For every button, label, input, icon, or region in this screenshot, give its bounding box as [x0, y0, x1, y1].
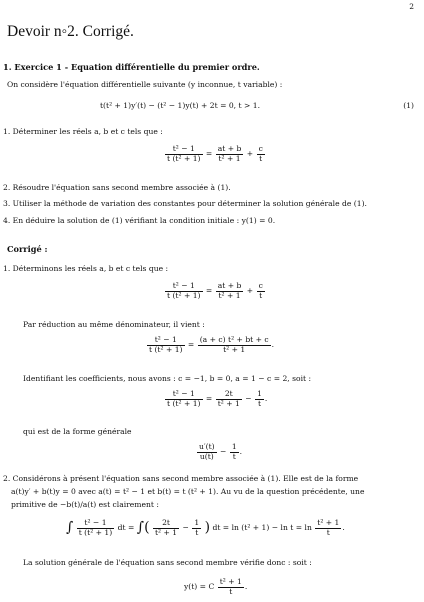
fraction-denominator: t² + 1: [217, 398, 240, 408]
fraction-denominator: t² + 1: [218, 153, 241, 163]
corrige-2-line-2: a(t)y′ + b(t)y = 0 avec a(t) = t² − 1 et b(t) = t (t² + 1). Au vu de la question précédente, une: [11, 487, 365, 496]
fraction-denominator: t² + 1: [154, 527, 178, 537]
fraction-numerator: t² + 1: [219, 577, 242, 586]
corrige-1-identify: Identifiant les coefficients, nous avons : c = −1, b = 0, a = 1 − c = 2, soit :: [23, 374, 312, 383]
fraction-denominator: t: [257, 398, 262, 408]
fraction-denominator: t: [232, 451, 236, 461]
exercise-heading: 1. Exercice 1 - Equation différentielle du premier ordre.: [3, 62, 260, 72]
operator: +: [246, 149, 254, 159]
integral-sign: ∫: [66, 519, 74, 536]
differential: dt =: [117, 523, 135, 533]
fraction-denominator: t: [195, 527, 199, 537]
fraction-denominator: t: [259, 290, 263, 300]
equation-text: dt = ln (t² + 1) − ln t = ln: [212, 523, 312, 533]
intro-text: On considère l'équation différentielle suivante (y inconnue, t variable) :: [7, 80, 283, 89]
corrige-2-equation: [66, 519, 345, 537]
corrige-1-equation: $\frac{\text{t² − 1}}{\text{t (t² + 1)}}$ = $\frac{at + b}{\text{t² + 1}}$ + $\frac{c}{t}$: [167, 281, 263, 300]
fraction-numerator: u′(t): [199, 442, 215, 451]
question-1: 1. Déterminer les réels a, b et c tels que :: [3, 127, 163, 136]
fraction-numerator: 2t: [216, 390, 242, 400]
corrige-1-intro: 1. Déterminons les réels a, b et c tels que :: [3, 264, 169, 273]
fraction-denominator: t (t² + 1): [78, 527, 113, 537]
corrige-heading: Corrigé :: [7, 244, 48, 254]
equation-end: .: [342, 523, 345, 533]
operator: −: [182, 523, 189, 533]
left-paren: (: [144, 519, 150, 536]
fraction-denominator: t (t² + 1): [167, 153, 201, 163]
fraction-denominator: t² + 1: [218, 290, 241, 300]
corrige-1-equation-4: $\frac{u'(t)}{u(t)}$ − $\frac{1}{t}$ .: [199, 442, 243, 461]
corrige-2-line-1: 2. Considérons à présent l'équation sans second membre associée à (1). Elle est de la forme: [3, 474, 359, 483]
corrige-2-line-3: primitive de −b(t)/a(t) est clairement :: [11, 500, 159, 509]
fraction-denominator: t (t² + 1): [167, 290, 201, 300]
equation-text: y(t) = C: [184, 582, 215, 592]
fraction-numerator: t² − 1: [165, 145, 203, 155]
fraction-numerator: c: [258, 144, 263, 153]
question-3: 3. Utiliser la méthode de variation des constantes pour déterminer la solution générale de (1).: [3, 199, 367, 208]
fraction-numerator: t² + 1: [317, 518, 340, 527]
question-2: 2. Résoudre l'équation sans second membre associée à (1).: [3, 183, 231, 192]
fraction-numerator: c: [258, 281, 263, 290]
right-paren: ): [204, 519, 211, 536]
corrige-1-equation-3: $\frac{\text{t² − 1}}{\text{t (t² + 1)}}$ = $\frac{2t}{\text{t² + 1}}$ − $\frac{1}{t}$ .: [167, 389, 268, 408]
fraction-numerator: 1: [257, 389, 262, 398]
fraction-denominator: t: [326, 527, 330, 537]
fraction-numerator: at + b: [217, 144, 242, 153]
equation-end: .: [244, 582, 248, 592]
fraction-denominator: t² + 1: [223, 344, 246, 354]
question-1-equation: $\frac{\text{t² − 1}}{\text{t (t² + 1)}}$ = $\frac{at + b}{\text{t² + 1}}$ + $\frac{c}{t}$: [167, 144, 263, 163]
page-title: Devoir n◦2. Corrigé.: [7, 23, 134, 40]
fraction-denominator: t (t² + 1): [149, 344, 183, 354]
equation-1-number: (1): [403, 101, 414, 110]
page-number: 2: [409, 2, 414, 11]
operator: +: [246, 286, 254, 296]
integral-sign: ∫: [136, 519, 145, 536]
corrige-1-equation-2: $\frac{\text{t² − 1}}{\text{t (t² + 1)}}$ = $\frac{\text{(a + c) t² + bt + c}}{\text{t² + 1}}$ .: [149, 335, 275, 354]
fraction-numerator: 1: [194, 518, 200, 527]
fraction-numerator: t² − 1: [147, 336, 185, 346]
fraction-denominator: t: [259, 153, 263, 163]
operator: −: [245, 394, 252, 404]
corrige-2-final-equation: [184, 578, 247, 596]
corrige-1-reduction: Par réduction au même dénominateur, il vient :: [23, 320, 205, 329]
fraction-denominator: t (t² + 1): [167, 398, 201, 408]
fraction-numerator: 1: [231, 442, 237, 451]
fraction-numerator: 2t: [153, 519, 179, 529]
fraction-numerator: (a + c) t² + bt + c: [199, 335, 269, 344]
fraction-numerator: at + b: [217, 281, 242, 290]
fraction-numerator: t² − 1: [165, 282, 203, 292]
corrige-1-general: qui est de la forme générale: [23, 427, 132, 436]
equation-1: t(t² + 1)y′(t) − (t² − 1)y(t) + 2t = 0, t > 1.: [100, 101, 260, 110]
fraction-numerator: t² − 1: [165, 390, 203, 400]
fraction-denominator: u(t): [199, 451, 214, 461]
operator: −: [220, 447, 227, 457]
fraction-numerator: t² − 1: [77, 519, 115, 529]
corrige-2-solution: La solution générale de l'équation sans second membre vérifie donc : soit :: [23, 558, 312, 567]
question-4: 4. En déduire la solution de (1) vérifiant la condition initiale : y(1) = 0.: [3, 216, 276, 225]
fraction-denominator: t: [229, 586, 233, 596]
